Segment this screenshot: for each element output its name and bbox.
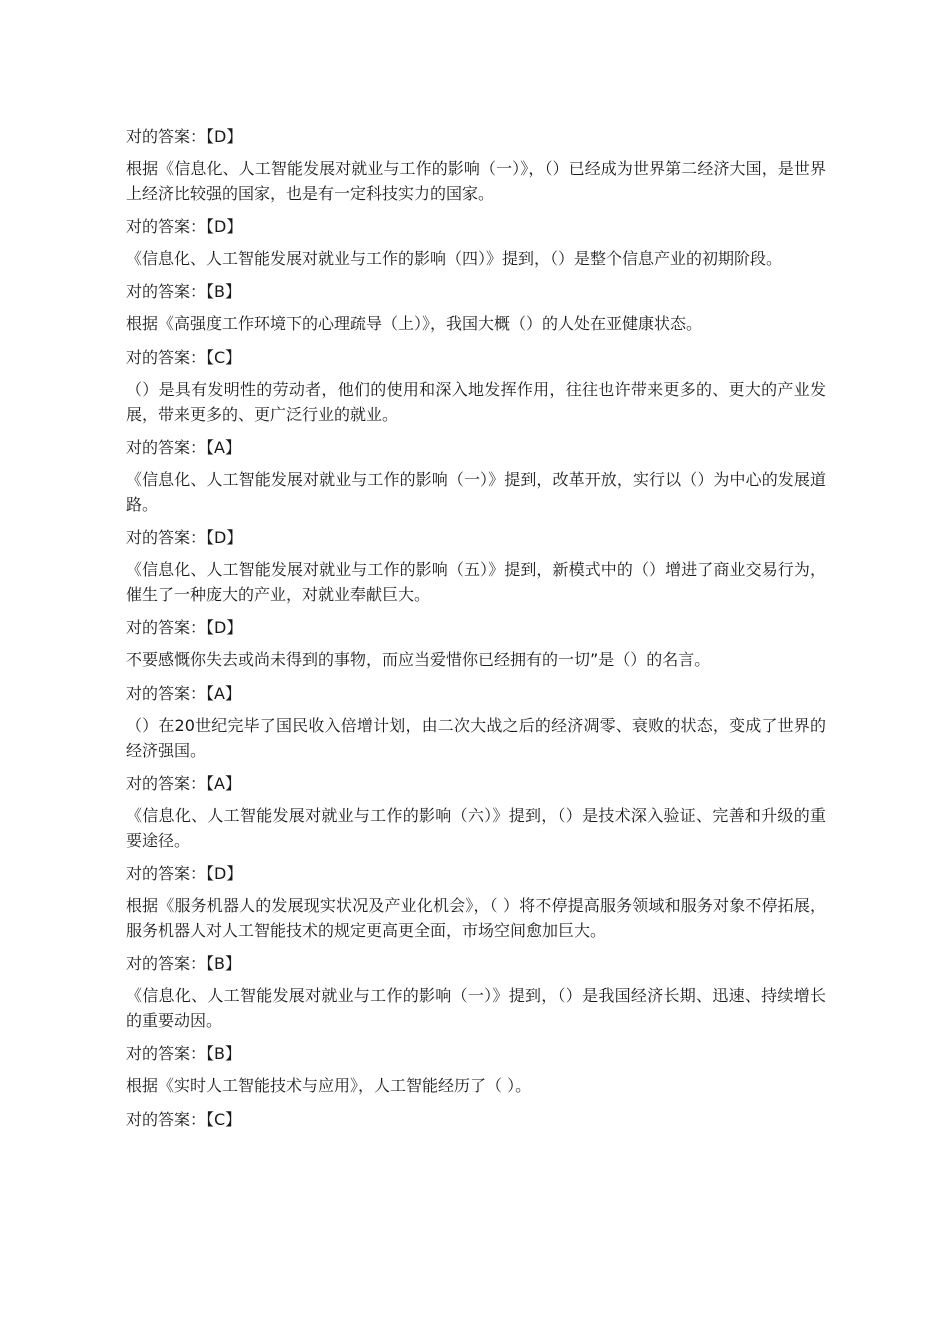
question-text: 《信息化、人工智能发展对就业与工作的影响（六）》提到，（）是技术深入验证、完善和升级的重要途径。	[126, 806, 826, 850]
question-text: 《信息化、人工智能发展对就业与工作的影响（四）》提到，（）是整个信息产业的初期阶段。	[126, 249, 783, 268]
question-text: 《信息化、人工智能发展对就业与工作的影响（一）》提到，改革开放，实行以（）为中心的发展道路。	[126, 470, 826, 514]
answer-line: 对的答案：【D】	[126, 618, 243, 637]
answer-line: 对的答案：【B】	[126, 1044, 241, 1063]
document-page	[126, 124, 826, 1139]
question-text: （）是具有发明性的劳动者，他们的使用和深入地发挥作用，往往也许带来更多的、更大的产业发展，带来更多的、更广泛行业的就业。	[126, 380, 826, 424]
answer-line: 对的答案：【A】	[126, 774, 241, 793]
answer-line: 对的答案：【D】	[126, 127, 243, 146]
question-text: 根据《实时人工智能技术与应用》，人工智能经历了（ ）。	[126, 1076, 532, 1095]
answer-line: 对的答案：【B】	[126, 282, 241, 301]
answer-line: 对的答案：【A】	[126, 438, 241, 457]
answer-line: 对的答案：【D】	[126, 528, 243, 547]
question-text: 不要感慨你失去或尚未得到的事物，而应当爱惜你已经拥有的一切”是（）的名言。	[126, 650, 711, 669]
answer-line: 对的答案：【D】	[126, 217, 243, 236]
answer-line: 对的答案：【A】	[126, 684, 241, 703]
question-text: 《信息化、人工智能发展对就业与工作的影响（五）》提到，新模式中的（）增进了商业交易行为，催生了一种庞大的产业，对就业奉献巨大。	[126, 560, 826, 604]
answer-line: 对的答案：【C】	[126, 348, 242, 367]
answer-line: 对的答案：【D】	[126, 864, 243, 883]
question-text: （）在20世纪完毕了国民收入倍增计划，由二次大战之后的经济凋零、衰败的状态，变成了世界的经济强国。	[126, 716, 826, 760]
question-text: 根据《服务机器人的发展现实状况及产业化机会》，（ ）将不停提高服务领域和服务对象不停拓展，服务机器人对人工智能技术的规定更高更全面，市场空间愈加巨大。	[126, 896, 826, 940]
question-text: 根据《信息化、人工智能发展对就业与工作的影响（一）》，（）已经成为世界第二经济大国，是世界上经济比较强的国家，也是有一定科技实力的国家。	[126, 159, 826, 203]
answer-line: 对的答案：【B】	[126, 954, 241, 973]
answer-line: 对的答案：【C】	[126, 1110, 242, 1129]
question-text: 根据《高强度工作环境下的心理疏导（上）》，我国大概（）的人处在亚健康状态。	[126, 314, 703, 333]
question-text: 《信息化、人工智能发展对就业与工作的影响（一）》提到，（）是我国经济长期、迅速、持续增长的重要动因。	[126, 986, 826, 1030]
